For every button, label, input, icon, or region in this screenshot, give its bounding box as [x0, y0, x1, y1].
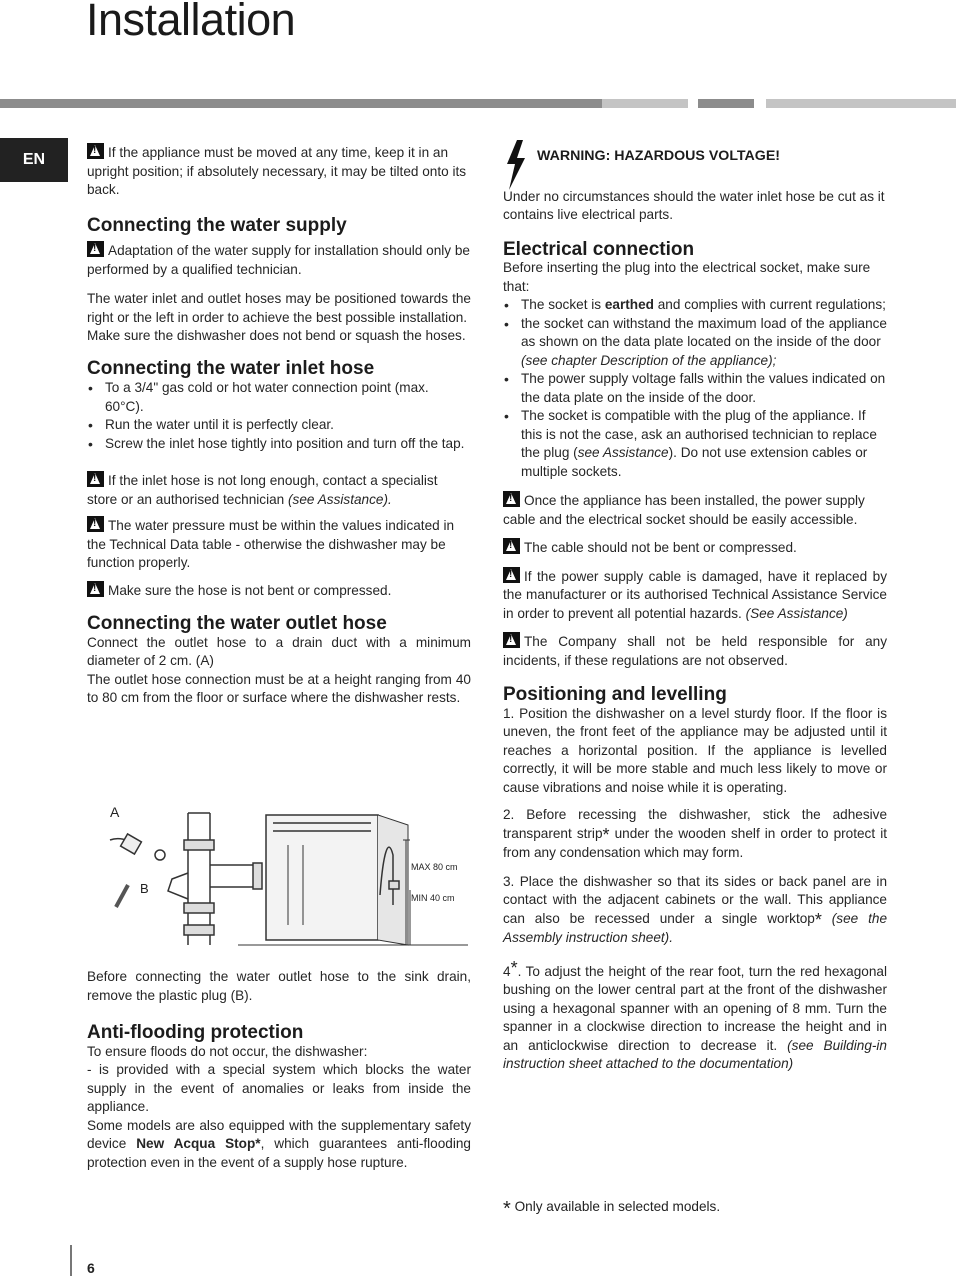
- liability-warning: [503, 632, 887, 670]
- warning-icon: [503, 567, 520, 583]
- asterisk: *: [814, 909, 822, 930]
- chapter-reference: (see chapter Description of the appliance);: [521, 352, 777, 368]
- assistance-reference: (see Assistance).: [288, 491, 392, 507]
- warning-icon: [87, 471, 104, 487]
- intro-warning: [87, 143, 471, 200]
- asterisk: *: [503, 1198, 511, 1220]
- warning-text: The Company shall not be held responsible for any incidents, if these regulations are not observed.: [503, 634, 887, 668]
- outlet-heading: Connecting the water outlet hose: [87, 613, 387, 634]
- right-column: [503, 147, 887, 1074]
- warning-text: The cable should not be bent or compressed.: [524, 540, 797, 555]
- header-band: [766, 99, 956, 108]
- inlet-list: [87, 379, 471, 453]
- outlet-paragraph: The outlet hose connection must be at a height ranging from 40 to 80 cm from the floor or surface where the dishwasher rests.: [87, 671, 471, 705]
- list-text: and complies with current regulations;: [653, 297, 886, 312]
- list-item: [503, 407, 887, 481]
- hose-warning: [87, 581, 471, 601]
- supply-warning: [87, 241, 471, 279]
- supply-heading: Connecting the water supply: [87, 214, 347, 236]
- voltage-warning-heading: WARNING: HAZARDOUS VOLTAGE!: [537, 148, 781, 164]
- warning-icon: [503, 491, 520, 507]
- flood-heading: Anti-flooding protection: [87, 1022, 304, 1043]
- assembly-reference: (see the Assembly instruction sheet).: [503, 910, 888, 945]
- positioning-step-1: 1. Position the dishwasher on a level sturdy floor. If the floor is uneven, the front feet of the appliance may be adjusted until it reaches a horizontal position. If the appliance is levelled correctly, it will be more stable and much less likely to move or cause vibrations and noise while it is operating.: [503, 705, 887, 795]
- figure-label-a: A: [110, 804, 120, 820]
- step-text: 3. Place the dishwasher so that its sides or back panel are in contact with the adjacent cabinets or the wall. This appliance can also be recessed under a single worktop: [503, 873, 887, 926]
- outlet-hose-diagram: [88, 795, 470, 965]
- warning-icon: [87, 581, 104, 597]
- supply-warning-text: Adaptation of the water supply for installation should only be performed by a qualified technician.: [87, 243, 470, 277]
- intro-text: If the appliance must be moved at any time, keep it in an upright position; if absolutely necessary, it may be tilted onto its back.: [87, 145, 467, 197]
- header-band: [0, 99, 602, 108]
- hose-warning-text: Make sure the hose is not bent or compressed.: [108, 582, 392, 598]
- pressure-warning-text: The water pressure must be within the values indicated in the Technical Data table - otherwise the dishwasher may be function properly.: [87, 518, 455, 570]
- supply-paragraph: Make sure the dishwasher does not bend or squash the hoses.: [87, 328, 466, 343]
- header-band: [754, 99, 766, 108]
- list-text: the socket can withstand the maximum load of the appliance as shown on the data plate located on the inside of the door: [521, 315, 887, 349]
- asterisk: *: [510, 957, 518, 978]
- step-number: 4: [503, 963, 511, 979]
- step-text: 2. Before recessing the dishwasher, stick the adhesive transparent strip: [503, 807, 887, 841]
- list-text: The socket is compatible with the plug of the appliance. If this is not the case, ask an authorised technician to replace the plug (: [521, 408, 877, 460]
- left-column-lower: [87, 968, 471, 1172]
- electrical-list: [503, 296, 887, 481]
- footnote-text: Only available in selected models.: [510, 1199, 721, 1214]
- flood-text: Some models are also equipped with the supplementary safety device: [87, 1117, 471, 1151]
- figure-label-b: B: [140, 881, 149, 896]
- header-band: [688, 99, 698, 108]
- voltage-paragraph: Under no circumstances should the water inlet hose be cut as it contains live electrical parts.: [503, 188, 885, 222]
- flood-paragraph: To ensure floods do not occur, the dishwasher:: [87, 1043, 368, 1059]
- positioning-step-3: [503, 873, 887, 948]
- list-item: • To a 3/4" gas cold or hot water connection point (max. 60°C).: [87, 379, 471, 416]
- warning-icon: [503, 538, 520, 554]
- list-item: [503, 296, 887, 315]
- inlet-heading: Connecting the water inlet hose: [87, 357, 375, 379]
- positioning-heading: Positioning and levelling: [503, 684, 727, 705]
- building-in-reference: (see Building-in instruction sheet attached to the documentation): [503, 1037, 887, 1071]
- header-band: [698, 99, 754, 108]
- footnote: [503, 1198, 720, 1221]
- warning-text: If the power supply cable is damaged, have it replaced by the manufacturer or its authorised Technical Assistance Service in order to prevent all potential hazards.: [503, 568, 887, 621]
- outlet-plug-paragraph: Before connecting the water outlet hose to the sink drain, remove the plastic plug (B).: [87, 969, 471, 1003]
- acqua-stop-name: New Acqua Stop*: [136, 1136, 261, 1151]
- electrical-intro: Before inserting the plug into the electrical socket, make sure that:: [503, 260, 871, 294]
- step-text: [822, 911, 832, 926]
- warning-icon: [87, 143, 104, 159]
- electrical-heading: Electrical connection: [503, 238, 695, 260]
- warning-icon: [503, 632, 520, 648]
- step-text: . To adjust the height of the rear foot, turn the red hexagonal bushing on the lower central part at the front of the dishwasher using a hexagonal spanner with an opening of 8 mm. Turn the spanner in a clockwise direction to increase the height and in an anticlockwise direction to decrease it.: [503, 963, 887, 1053]
- page-title: Installation: [86, 0, 296, 45]
- language-tab: [0, 138, 68, 182]
- list-item: [503, 315, 887, 371]
- supply-paragraph: The water inlet and outlet hoses may be positioned towards the right or the left in order to achieve the best possible installation.: [87, 291, 471, 325]
- language-label: EN: [22, 151, 46, 168]
- inlet-warning: [87, 471, 471, 509]
- step-text: under the wooden shelf in order to protect it from any condensation which may form.: [503, 825, 887, 860]
- left-column: [87, 143, 471, 708]
- asterisk: *: [602, 824, 610, 845]
- page-number: 6: [87, 1260, 95, 1276]
- cable-warning: [503, 538, 887, 558]
- positioning-step-4: [503, 959, 887, 1074]
- pressure-warning: [87, 516, 471, 573]
- max-height-label: MAX 80 cm: [411, 862, 458, 872]
- list-item: • The power supply voltage falls within the values indicated on the data plate on the inside of the door.: [503, 370, 887, 407]
- outlet-paragraph: Connect the outlet hose to a drain duct with a minimum diameter of 2 cm. (A): [87, 634, 471, 668]
- warning-icon: [87, 241, 104, 257]
- assistance-reference: see Assistance: [577, 445, 669, 460]
- list-item: • Screw the inlet hose tightly into position and turn off the tap.: [87, 435, 471, 454]
- list-text: ). Do not use extension cables or multiple sockets.: [521, 445, 868, 479]
- list-text: The socket is: [521, 297, 605, 312]
- positioning-step-2: [503, 806, 887, 863]
- inlet-warning-text: If the inlet hose is not long enough, contact a specialist store or an authorised technician: [87, 473, 438, 507]
- damaged-cable-warning: [503, 567, 887, 624]
- page-divider: [70, 1245, 72, 1276]
- min-height-label: MIN 40 cm: [411, 893, 455, 903]
- list-item: • Run the water until it is perfectly clear.: [87, 416, 471, 435]
- accessibility-warning: [503, 491, 887, 529]
- header-band: [602, 99, 688, 108]
- warning-text: Once the appliance has been installed, the power supply cable and the electrical socket should be easily accessible.: [503, 493, 865, 527]
- earthed-text: earthed: [604, 297, 654, 312]
- flood-paragraph: [87, 1117, 471, 1173]
- assistance-reference: (See Assistance): [745, 605, 848, 621]
- flood-text: , which guarantees anti-flooding protection even in the event of a supply hose rupture.: [87, 1136, 471, 1170]
- warning-icon: [87, 516, 104, 532]
- flood-paragraph: - is provided with a special system which blocks the water supply in the event of anomalies or leaks from inside the appliance.: [87, 1062, 471, 1114]
